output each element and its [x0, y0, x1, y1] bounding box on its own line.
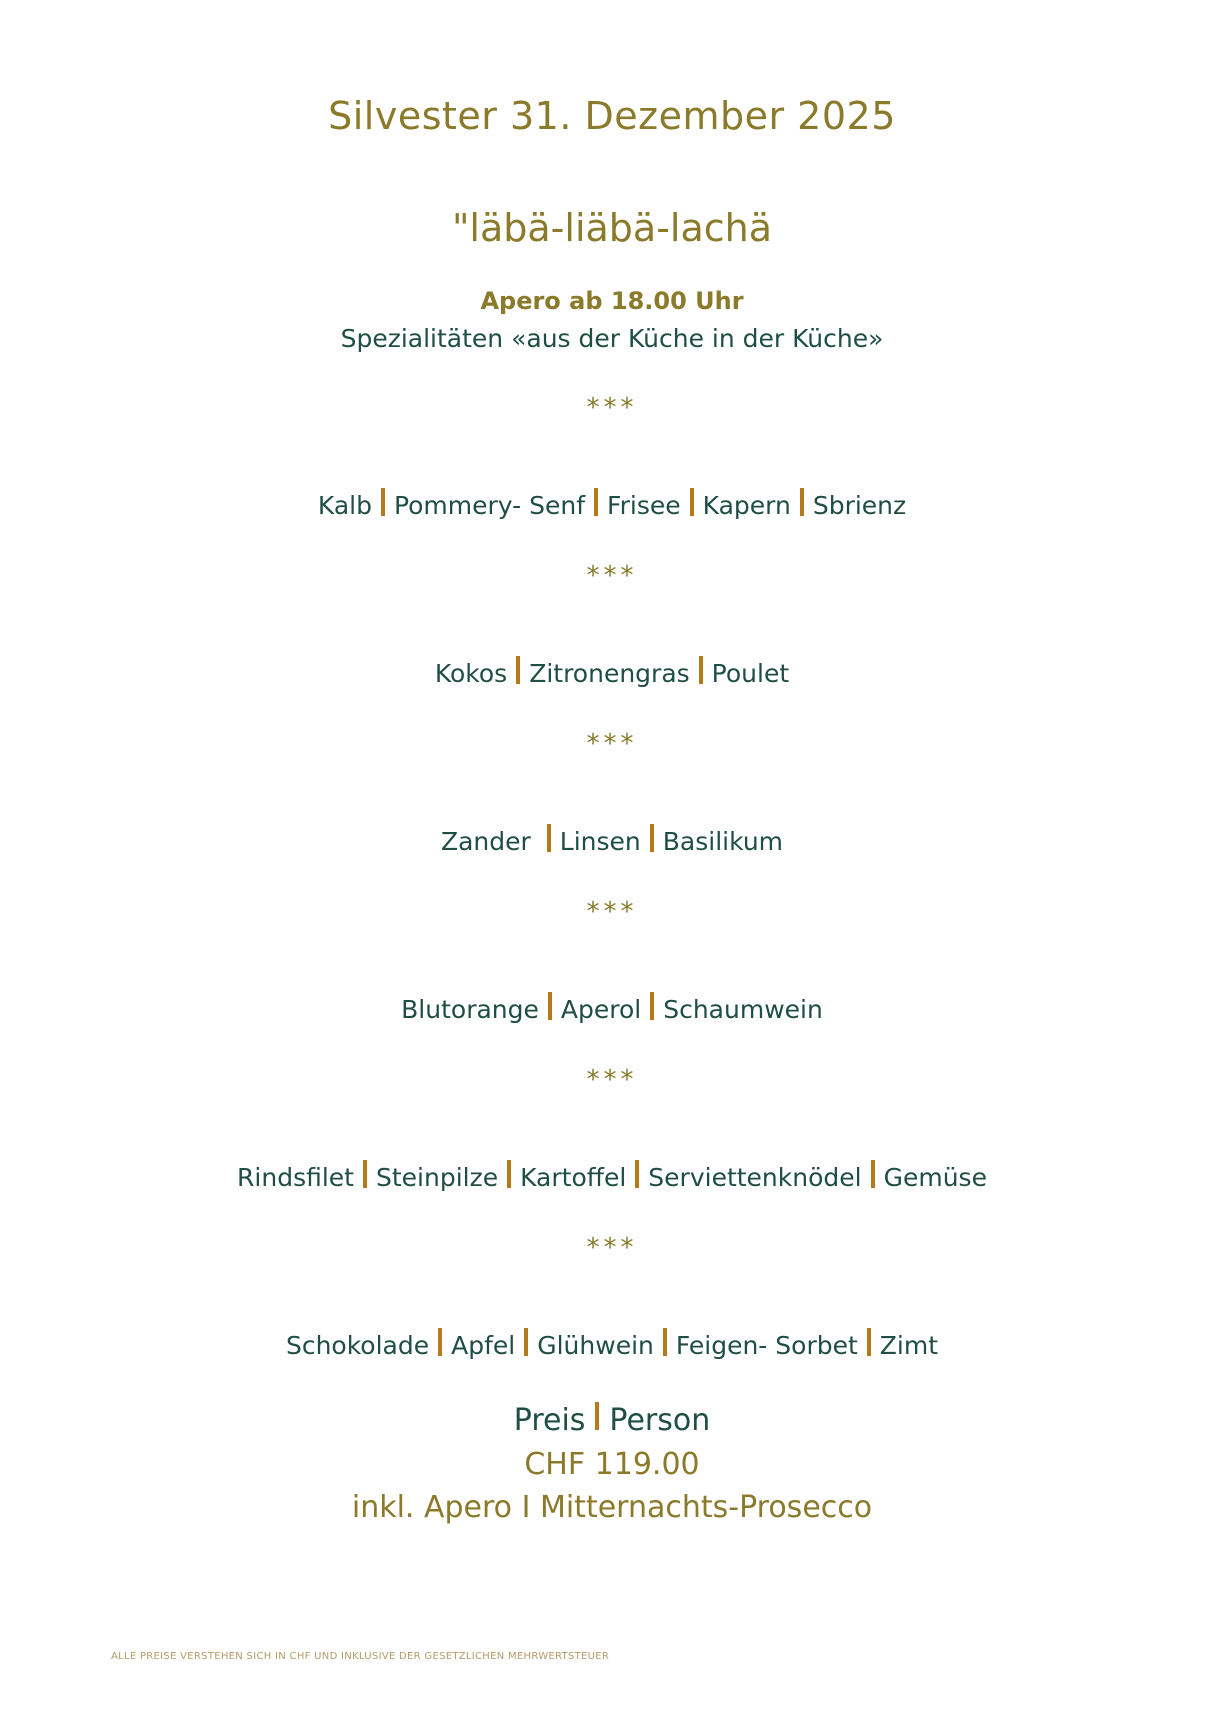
course-item: Poulet: [711, 659, 790, 688]
divider-bar: [547, 824, 551, 852]
footer-note: ALLE PREISE VERSTEHEN SICH IN CHF UND INKLUSIVE DER GESETZLICHEN MEHRWERTSTEUER: [111, 1651, 610, 1662]
course-4: [0, 992, 1224, 1024]
price-value: CHF 119.00: [524, 1447, 700, 1482]
divider-bar: [690, 488, 694, 516]
course-item: Blutorange: [401, 995, 539, 1024]
divider-bar: [524, 1328, 528, 1356]
divider-bar: [594, 488, 598, 516]
divider-bar: [871, 1160, 875, 1188]
separator: ***: [586, 393, 638, 423]
separator: ***: [586, 1233, 638, 1263]
menu-subtitle: "läbä-liäbä-lachä: [451, 206, 773, 250]
divider-bar: [650, 992, 654, 1020]
course-item: Kokos: [434, 659, 508, 688]
course-item: Aperol: [560, 995, 642, 1024]
price-label-right: Person: [609, 1403, 711, 1438]
course-item: Schaumwein: [663, 995, 823, 1024]
separator: ***: [586, 1065, 638, 1095]
divider-bar: [516, 656, 520, 684]
divider-bar: [663, 1328, 667, 1356]
course-item: Kalb: [317, 491, 372, 520]
course-2: [0, 656, 1224, 688]
course-item: Sbrienz: [812, 491, 907, 520]
course-item: Linsen: [559, 827, 641, 856]
separator: ***: [586, 561, 638, 591]
divider-bar: [800, 488, 804, 516]
course-item: Frisee: [607, 491, 681, 520]
specialties-line: Spezialitäten «aus der Küche in der Küche»: [340, 324, 884, 353]
divider-bar: [867, 1328, 871, 1356]
divider-bar: [650, 824, 654, 852]
course-item: Schokolade: [285, 1331, 430, 1360]
course-5: [0, 1160, 1224, 1192]
divider-bar: [635, 1160, 639, 1188]
course-item: Kapern: [702, 491, 791, 520]
course-item: Serviettenknödel: [648, 1163, 862, 1192]
divider-bar: [438, 1328, 442, 1356]
divider-bar: [381, 488, 385, 516]
separator: ***: [586, 729, 638, 759]
menu-title: Silvester 31. Dezember 2025: [328, 94, 896, 138]
course-item: Glühwein: [537, 1331, 654, 1360]
course-item: Steinpilze: [375, 1163, 499, 1192]
course-item: Zitronengras: [529, 659, 690, 688]
course-item: Zander: [440, 827, 531, 856]
divider-bar: [363, 1160, 367, 1188]
price-label: [0, 1402, 1224, 1438]
divider-bar: [548, 992, 552, 1020]
divider-bar: [595, 1402, 599, 1430]
course-item: Feigen- Sorbet: [675, 1331, 858, 1360]
course-6: [0, 1328, 1224, 1360]
course-item: Apfel: [451, 1331, 516, 1360]
course-item: Basilikum: [662, 827, 784, 856]
course-item: Zimt: [879, 1331, 939, 1360]
divider-bar: [507, 1160, 511, 1188]
apero-time: Apero ab 18.00 Uhr: [480, 287, 744, 315]
course-item: Gemüse: [883, 1163, 987, 1192]
course-3: [0, 824, 1224, 856]
price-label-left: Preis: [513, 1403, 586, 1438]
separator: ***: [586, 897, 638, 927]
course-1: [0, 488, 1224, 520]
course-item: Rindsfilet: [237, 1163, 354, 1192]
price-note: inkl. Apero I Mitternachts-Prosecco: [351, 1490, 873, 1525]
course-item: Pommery- Senf: [393, 491, 586, 520]
course-item: Kartoffel: [520, 1163, 627, 1192]
divider-bar: [699, 656, 703, 684]
